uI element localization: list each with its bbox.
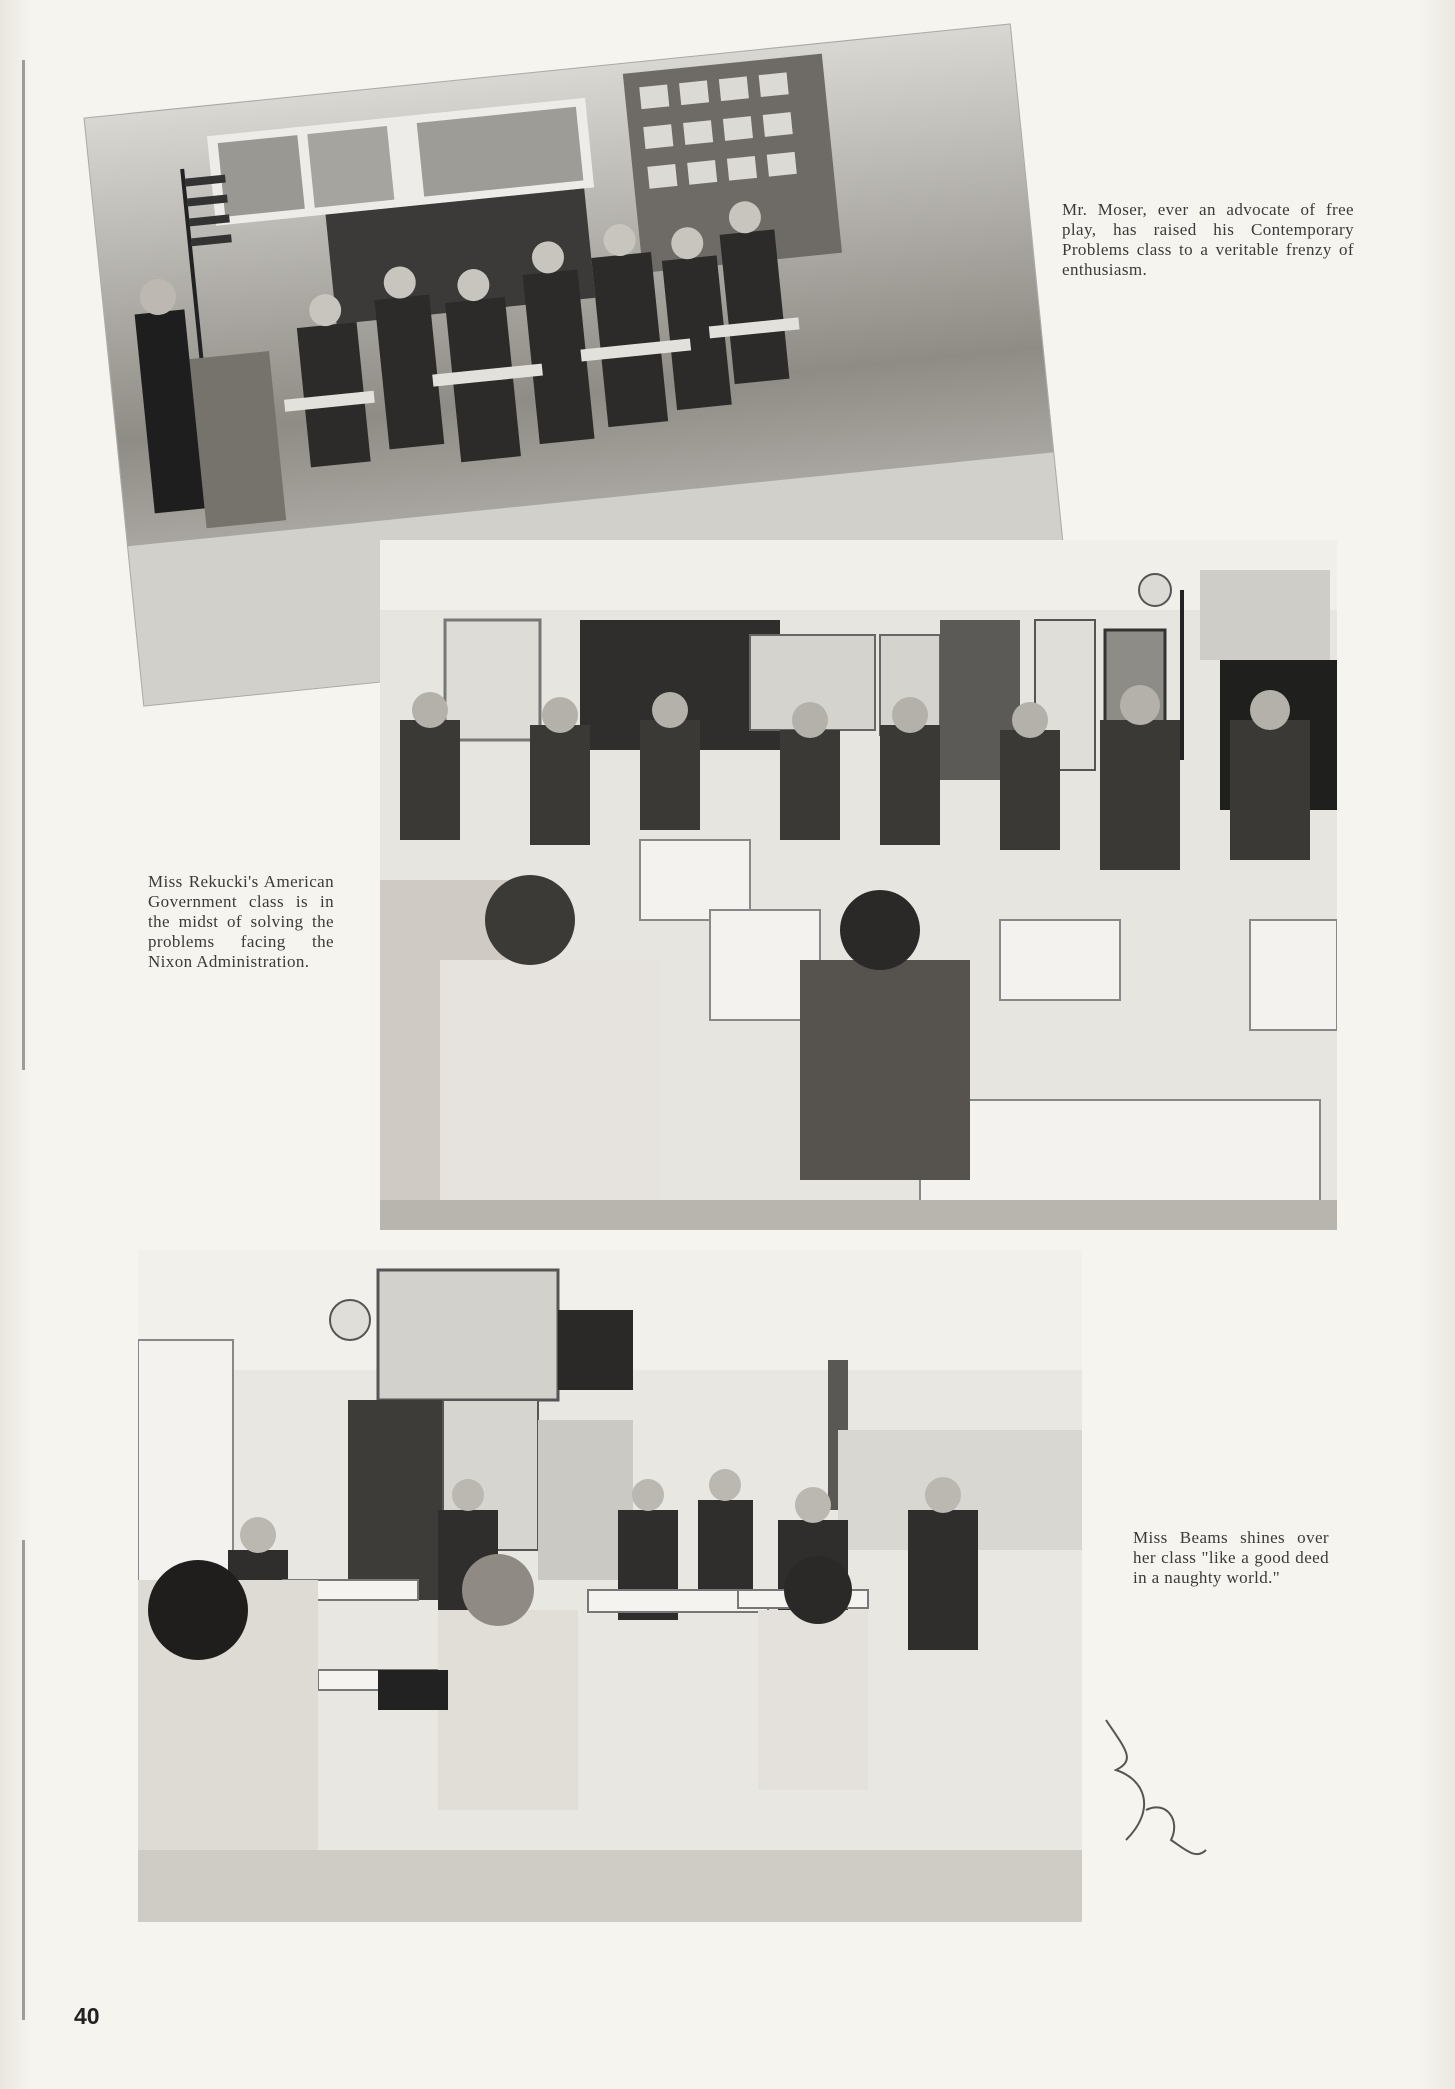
photo-beams-class xyxy=(138,1250,1082,1922)
classroom-image xyxy=(380,540,1337,1230)
binding-edge xyxy=(22,60,25,1070)
caption-beams: Miss Beams shines over her class "like a good deed in a naughty world." xyxy=(1133,1528,1329,1587)
handwritten-signature xyxy=(1086,1700,1226,1880)
caption-rekucki: Miss Rekucki's American Government class is in the midst of solving the problems facing the Nixon Administration. xyxy=(148,872,334,971)
classroom-image xyxy=(138,1250,1082,1922)
caption-moser: Mr. Moser, ever an advocate of free play, has raised his Contemporary Problems class to a veritable frenzy of enthusiasm. xyxy=(1062,200,1354,279)
photo-rekucki-class xyxy=(380,540,1337,1230)
binding-edge-lower xyxy=(22,1540,25,2020)
page-number: 40 xyxy=(74,2003,100,2029)
